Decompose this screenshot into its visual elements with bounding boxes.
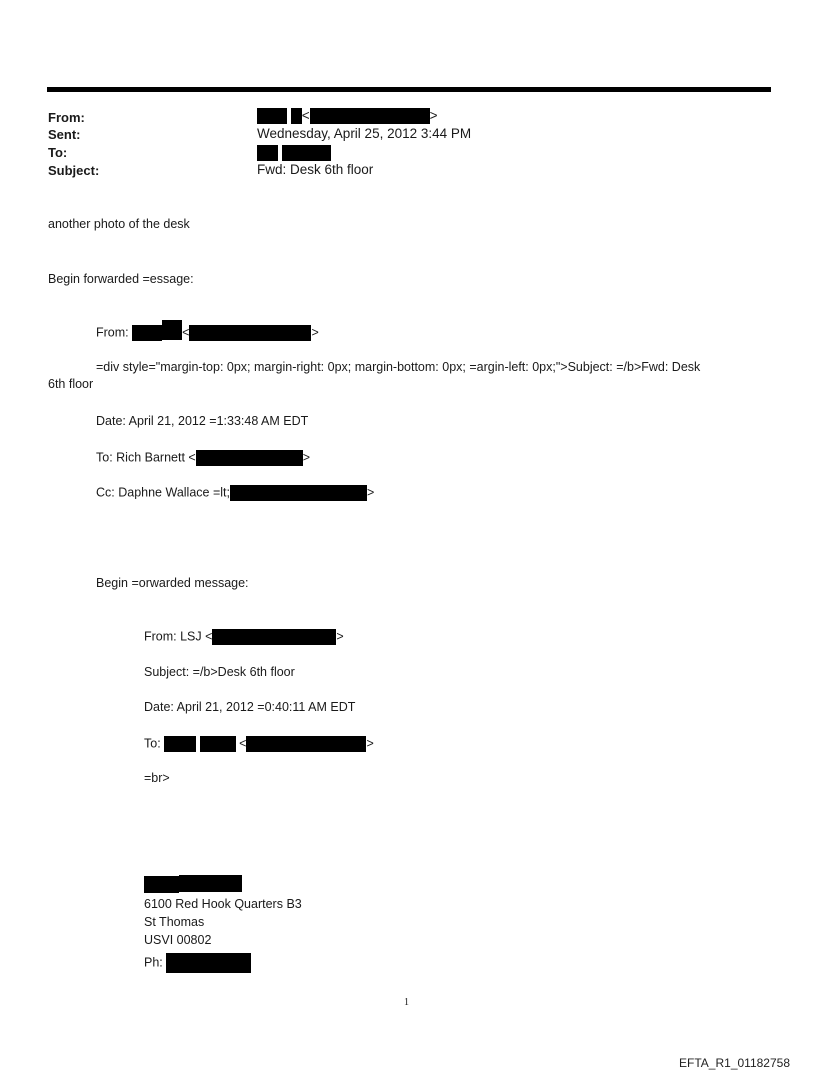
angle-close: > — [366, 736, 374, 751]
angle-close: > — [366, 485, 375, 500]
redaction-box — [166, 953, 251, 973]
sent-value: Wednesday, April 25, 2012 3:44 PM — [257, 126, 472, 141]
redaction-box — [200, 736, 236, 752]
fwd1-div-line1: =div style="margin-top: 0px; margin-right: 0px; margin-bottom: 0px; =argin-left: 0px;">Subject: =/b>Fwd: Desk — [96, 360, 701, 374]
fwd1-date: Date: April 21, 2012 =1:33:48 AM EDT — [96, 414, 309, 428]
footer-id: EFTA_R1_01182758 — [679, 1056, 790, 1070]
redaction-box — [291, 108, 302, 124]
redaction-box — [132, 325, 162, 341]
fwd2-to — [144, 736, 374, 752]
angle-close: > — [336, 629, 344, 644]
to-value — [257, 144, 331, 162]
redaction-box — [162, 320, 182, 340]
redaction-box — [257, 108, 287, 124]
angle-close: > — [302, 450, 311, 465]
angle-open: < — [239, 736, 247, 751]
signature-phone — [144, 953, 251, 973]
fwd1-div-line2: 6th floor — [48, 377, 94, 391]
signature-address-2: St Thomas — [144, 915, 205, 929]
angle-open: < — [182, 325, 190, 340]
redaction-box — [196, 450, 303, 466]
angle-open: < — [301, 108, 310, 123]
from-value — [257, 108, 438, 124]
phone-label: Ph: — [144, 955, 163, 970]
redaction-box — [230, 485, 367, 501]
redaction-box — [310, 108, 430, 124]
fwd1-from-label: From: — [96, 325, 129, 340]
redaction-box — [179, 875, 242, 892]
redaction-box — [144, 876, 179, 893]
intro-text: another photo of the desk — [48, 217, 190, 231]
redaction-box — [257, 145, 278, 161]
header-rule — [47, 87, 771, 92]
redaction-box — [164, 736, 196, 752]
angle-close: > — [311, 325, 319, 340]
signature-name — [144, 876, 242, 894]
fwd1-cc — [96, 485, 374, 501]
redaction-box — [212, 629, 336, 645]
redaction-box — [189, 325, 311, 341]
signature-address-1: 6100 Red Hook Quarters B3 — [144, 897, 302, 911]
fwd2-subject: Subject: =/b>Desk 6th floor — [144, 665, 295, 679]
fwd2-br: =br> — [144, 771, 170, 785]
begin-forwarded-1: Begin forwarded =essage: — [48, 272, 194, 286]
sent-label: Sent: — [48, 127, 81, 142]
fwd1-from — [96, 325, 319, 341]
angle-close: > — [429, 108, 438, 123]
redaction-box — [282, 145, 331, 161]
begin-forwarded-2: Begin =orwarded message: — [96, 576, 249, 590]
from-label: From: — [48, 110, 85, 125]
fwd2-from — [144, 629, 344, 645]
redaction-box — [246, 736, 366, 752]
fwd2-from-text: From: LSJ < — [144, 629, 213, 644]
subject-value: Fwd: Desk 6th floor — [257, 162, 374, 177]
to-label: To: — [48, 145, 68, 160]
fwd1-cc-text: Cc: Daphne Wallace =lt; — [96, 485, 230, 500]
signature-address-3: USVI 00802 — [144, 933, 212, 947]
fwd1-to — [96, 450, 310, 466]
fwd2-to-label: To: — [144, 736, 161, 751]
fwd1-to-text: To: Rich Barnett < — [96, 450, 196, 465]
subject-label: Subject: — [48, 163, 100, 178]
fwd2-date: Date: April 21, 2012 =0:40:11 AM EDT — [144, 700, 356, 714]
page-number: 1 — [404, 997, 409, 1008]
